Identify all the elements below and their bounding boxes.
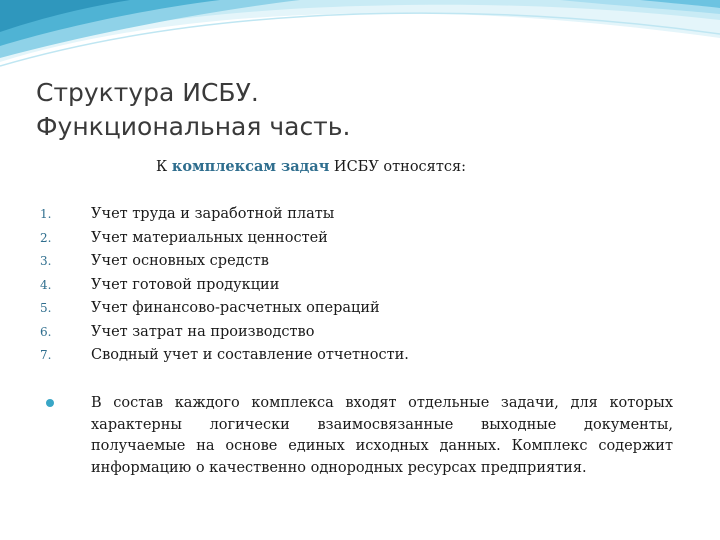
list-item bbox=[40, 297, 690, 321]
list-item bbox=[40, 203, 690, 227]
list-text: Учет труда и заработной платы bbox=[91, 206, 335, 222]
list-number: 2. bbox=[40, 230, 52, 245]
task-complex-list bbox=[40, 203, 690, 368]
list-item bbox=[40, 274, 690, 298]
list-number: 4. bbox=[40, 277, 52, 292]
slide-title-line-1: Структура ИСБУ. bbox=[36, 78, 259, 107]
list-number: 7. bbox=[40, 348, 52, 362]
list-item bbox=[40, 344, 690, 368]
list-text: Учет затрат на производство bbox=[91, 323, 315, 340]
intro-before: К bbox=[156, 159, 172, 175]
list-number: 1. bbox=[40, 207, 52, 221]
list-item bbox=[40, 321, 690, 345]
list-item bbox=[40, 250, 690, 274]
bullet-paragraph: В состав каждого комплекса входят отдельные задачи, для которых характерны логически взаимосвязанные выходные документы, получаемые на основе единых исходных данных. Комплекс содержит информацию о качественно однородных ресурсах предприятия. bbox=[91, 395, 673, 476]
bullet-dot-icon bbox=[46, 399, 54, 407]
intro-line bbox=[156, 158, 656, 175]
list-number: 3. bbox=[40, 254, 52, 268]
list-text: Учет готовой продукции bbox=[91, 276, 280, 293]
list-number: 5. bbox=[40, 301, 52, 315]
slide-title-line-2: Функциональная часть. bbox=[36, 112, 351, 141]
list-text: Сводный учет и составление отчетности. bbox=[91, 347, 409, 363]
list-number: 6. bbox=[40, 324, 52, 339]
slide-title bbox=[36, 76, 636, 144]
list-text: Учет финансово-расчетных операций bbox=[91, 300, 380, 316]
intro-highlight: комплексам задач bbox=[171, 158, 330, 175]
list-text: Учет основных средств bbox=[91, 253, 269, 269]
intro-after: ИСБУ относятся: bbox=[329, 159, 466, 175]
list-item bbox=[40, 227, 690, 251]
list-text: Учет материальных ценностей bbox=[91, 229, 328, 246]
